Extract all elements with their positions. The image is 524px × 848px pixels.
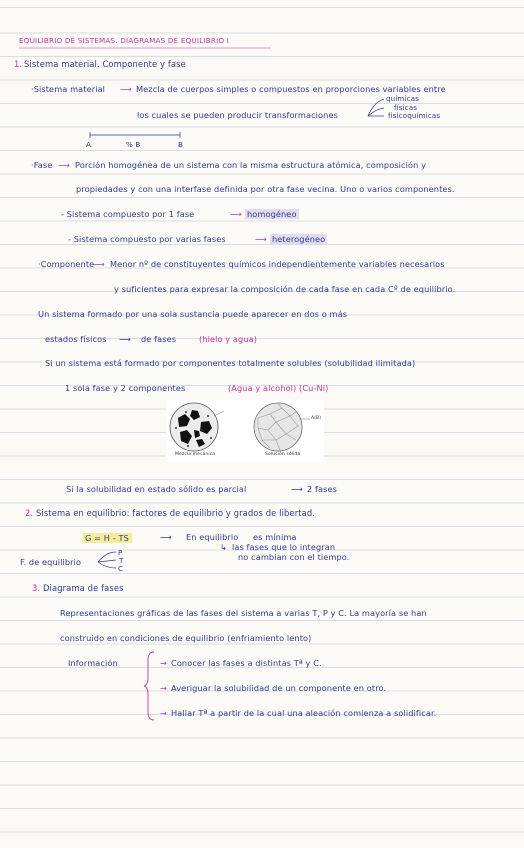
section1-number: 1. bbox=[14, 59, 23, 69]
info-item-2: Averiguar la solubilidad de un componente en otro. bbox=[171, 683, 387, 693]
fase-def-1: Porción homogénea de un sistema con la misma estructura atómica, composición y bbox=[75, 160, 427, 170]
branch-arrows-icon bbox=[368, 96, 386, 120]
arrow-icon: ⟶ bbox=[255, 234, 267, 244]
componente-def-2: y suficientes para expresar la composición de cada fase en cada Cº de equilibrio. bbox=[114, 284, 456, 294]
factor-c: C bbox=[118, 564, 124, 573]
homogeneo-tag: homogéneo bbox=[247, 209, 297, 219]
equilibrio-text: En equilibrio bbox=[186, 532, 239, 542]
arrow-icon: ↳ bbox=[220, 542, 227, 552]
factor-p: P bbox=[118, 548, 123, 557]
factores-label: F. de equilibrio bbox=[20, 557, 82, 567]
arrow-icon: → bbox=[160, 708, 167, 718]
fig-caption-solucion: Solución sólida bbox=[265, 452, 301, 457]
equilibrio-fases: las fases que lo integran bbox=[232, 542, 336, 552]
arrow-icon: ⟶ bbox=[119, 334, 131, 344]
diagrama-def-1: Representaciones gráficas de las fases del sistema a varias T, P y C. La mayoría se han bbox=[60, 608, 427, 618]
arrow-icon: ⟶ bbox=[230, 209, 242, 219]
ejemplo-2: estados físicos bbox=[45, 334, 107, 344]
fase-def-2: propiedades y con una interfase definida por otra fase vecina. Uno o varios componentes. bbox=[76, 184, 455, 194]
arrow-icon: ⟶ bbox=[120, 84, 132, 94]
sistema-1-fase: - Sistema compuesto por 1 fase bbox=[61, 209, 195, 219]
solubilidad-2-fases: 2 fases bbox=[307, 484, 337, 494]
section2-heading: Sistema en equilibrio: factores de equilibrio y grados de libertad. bbox=[36, 508, 316, 518]
ejemplo-3: Si un sistema está formado por componentes totalmente solubles (solubilidad ilimitada) bbox=[45, 358, 416, 368]
section2-number: 2. bbox=[25, 508, 34, 518]
componente-label: ·Componente bbox=[38, 259, 95, 269]
componente-def-1: Menor nº de constituyentes químicos independientemente variables necesarios bbox=[110, 259, 445, 269]
microstructure-figure bbox=[166, 400, 324, 462]
section1-heading: Sistema material. Componente y fase bbox=[24, 59, 186, 69]
arrow-icon: → bbox=[160, 658, 167, 668]
solubilidad-parcial: Si la solubilidad en estado sólido es parcial bbox=[66, 484, 247, 494]
gibbs-formula: G = H - TS bbox=[82, 533, 132, 543]
ejemplo-2-hielo-agua: (hielo y agua) bbox=[199, 334, 258, 344]
info-item-1: Conocer las fases a distintas Tª y C. bbox=[171, 658, 322, 668]
arrow-icon: → bbox=[160, 683, 167, 693]
axis-label-b: B bbox=[178, 140, 184, 149]
title-underline bbox=[19, 47, 271, 50]
composition-axis bbox=[88, 130, 182, 140]
equilibrio-tiempo: no cambian con el tiempo. bbox=[238, 552, 350, 562]
fase-label: ·Fase bbox=[31, 160, 53, 170]
factors-branch-icon bbox=[98, 548, 118, 572]
page-title: EQUILIBRIO DE SISTEMAS. DIAGRAMAS DE EQUILIBRIO I bbox=[19, 36, 230, 45]
ejemplo-2-fases: de fases bbox=[141, 334, 177, 344]
transform-fisicoquimicas: fisicoquímicas bbox=[388, 111, 441, 120]
equilibrio-minima: es mínima bbox=[253, 532, 297, 542]
curly-brace-icon bbox=[143, 650, 157, 722]
arrow-icon: ⟶ bbox=[160, 532, 172, 542]
heterogeneo-tag: heterogéneo bbox=[272, 234, 326, 244]
arrow-icon: ⟶ bbox=[58, 160, 70, 170]
info-item-3: Hallar Tª a partir de la cual una aleación comienza a solidificar. bbox=[171, 708, 437, 718]
ejemplo-4: 1 sola fase y 2 componentes bbox=[65, 383, 186, 393]
axis-label-percent-b: % B bbox=[126, 140, 141, 149]
transform-fisicas: físicas bbox=[394, 103, 418, 112]
sistema-material-def-1: Mezcla de cuerpos simples o compuestos en proporciones variables entre bbox=[136, 84, 446, 94]
fig-label-ab: A(B) bbox=[311, 416, 322, 421]
sistema-material-def-2: los cuales se pueden producir transformaciones bbox=[137, 110, 338, 120]
fig-caption-mezcla: Mezcla mecánica bbox=[175, 452, 216, 457]
arrow-icon: ⟶ bbox=[93, 259, 105, 269]
section3-number: 3. bbox=[32, 583, 41, 593]
axis-label-a: A bbox=[86, 140, 92, 149]
sistema-material-label: ·Sistema material bbox=[31, 84, 106, 94]
diagrama-def-2: construido en condiciones de equilibrio (enfriamiento lento) bbox=[60, 633, 312, 643]
informacion-label: Información bbox=[68, 658, 118, 668]
arrow-icon: ⟶ bbox=[291, 484, 303, 494]
transform-quimicas: químicas bbox=[386, 94, 420, 103]
ejemplo-1: Un sistema formado por una sola sustancia puede aparecer en dos o más bbox=[38, 309, 348, 319]
factor-t: T bbox=[119, 556, 124, 565]
ejemplo-4-materiales: (Agua y alcohol) (Cu-Ni) bbox=[228, 383, 329, 393]
sistema-varias-fases: - Sistema compuesto por varias fases bbox=[68, 234, 226, 244]
section3-heading: Diagrama de fases bbox=[43, 583, 124, 593]
